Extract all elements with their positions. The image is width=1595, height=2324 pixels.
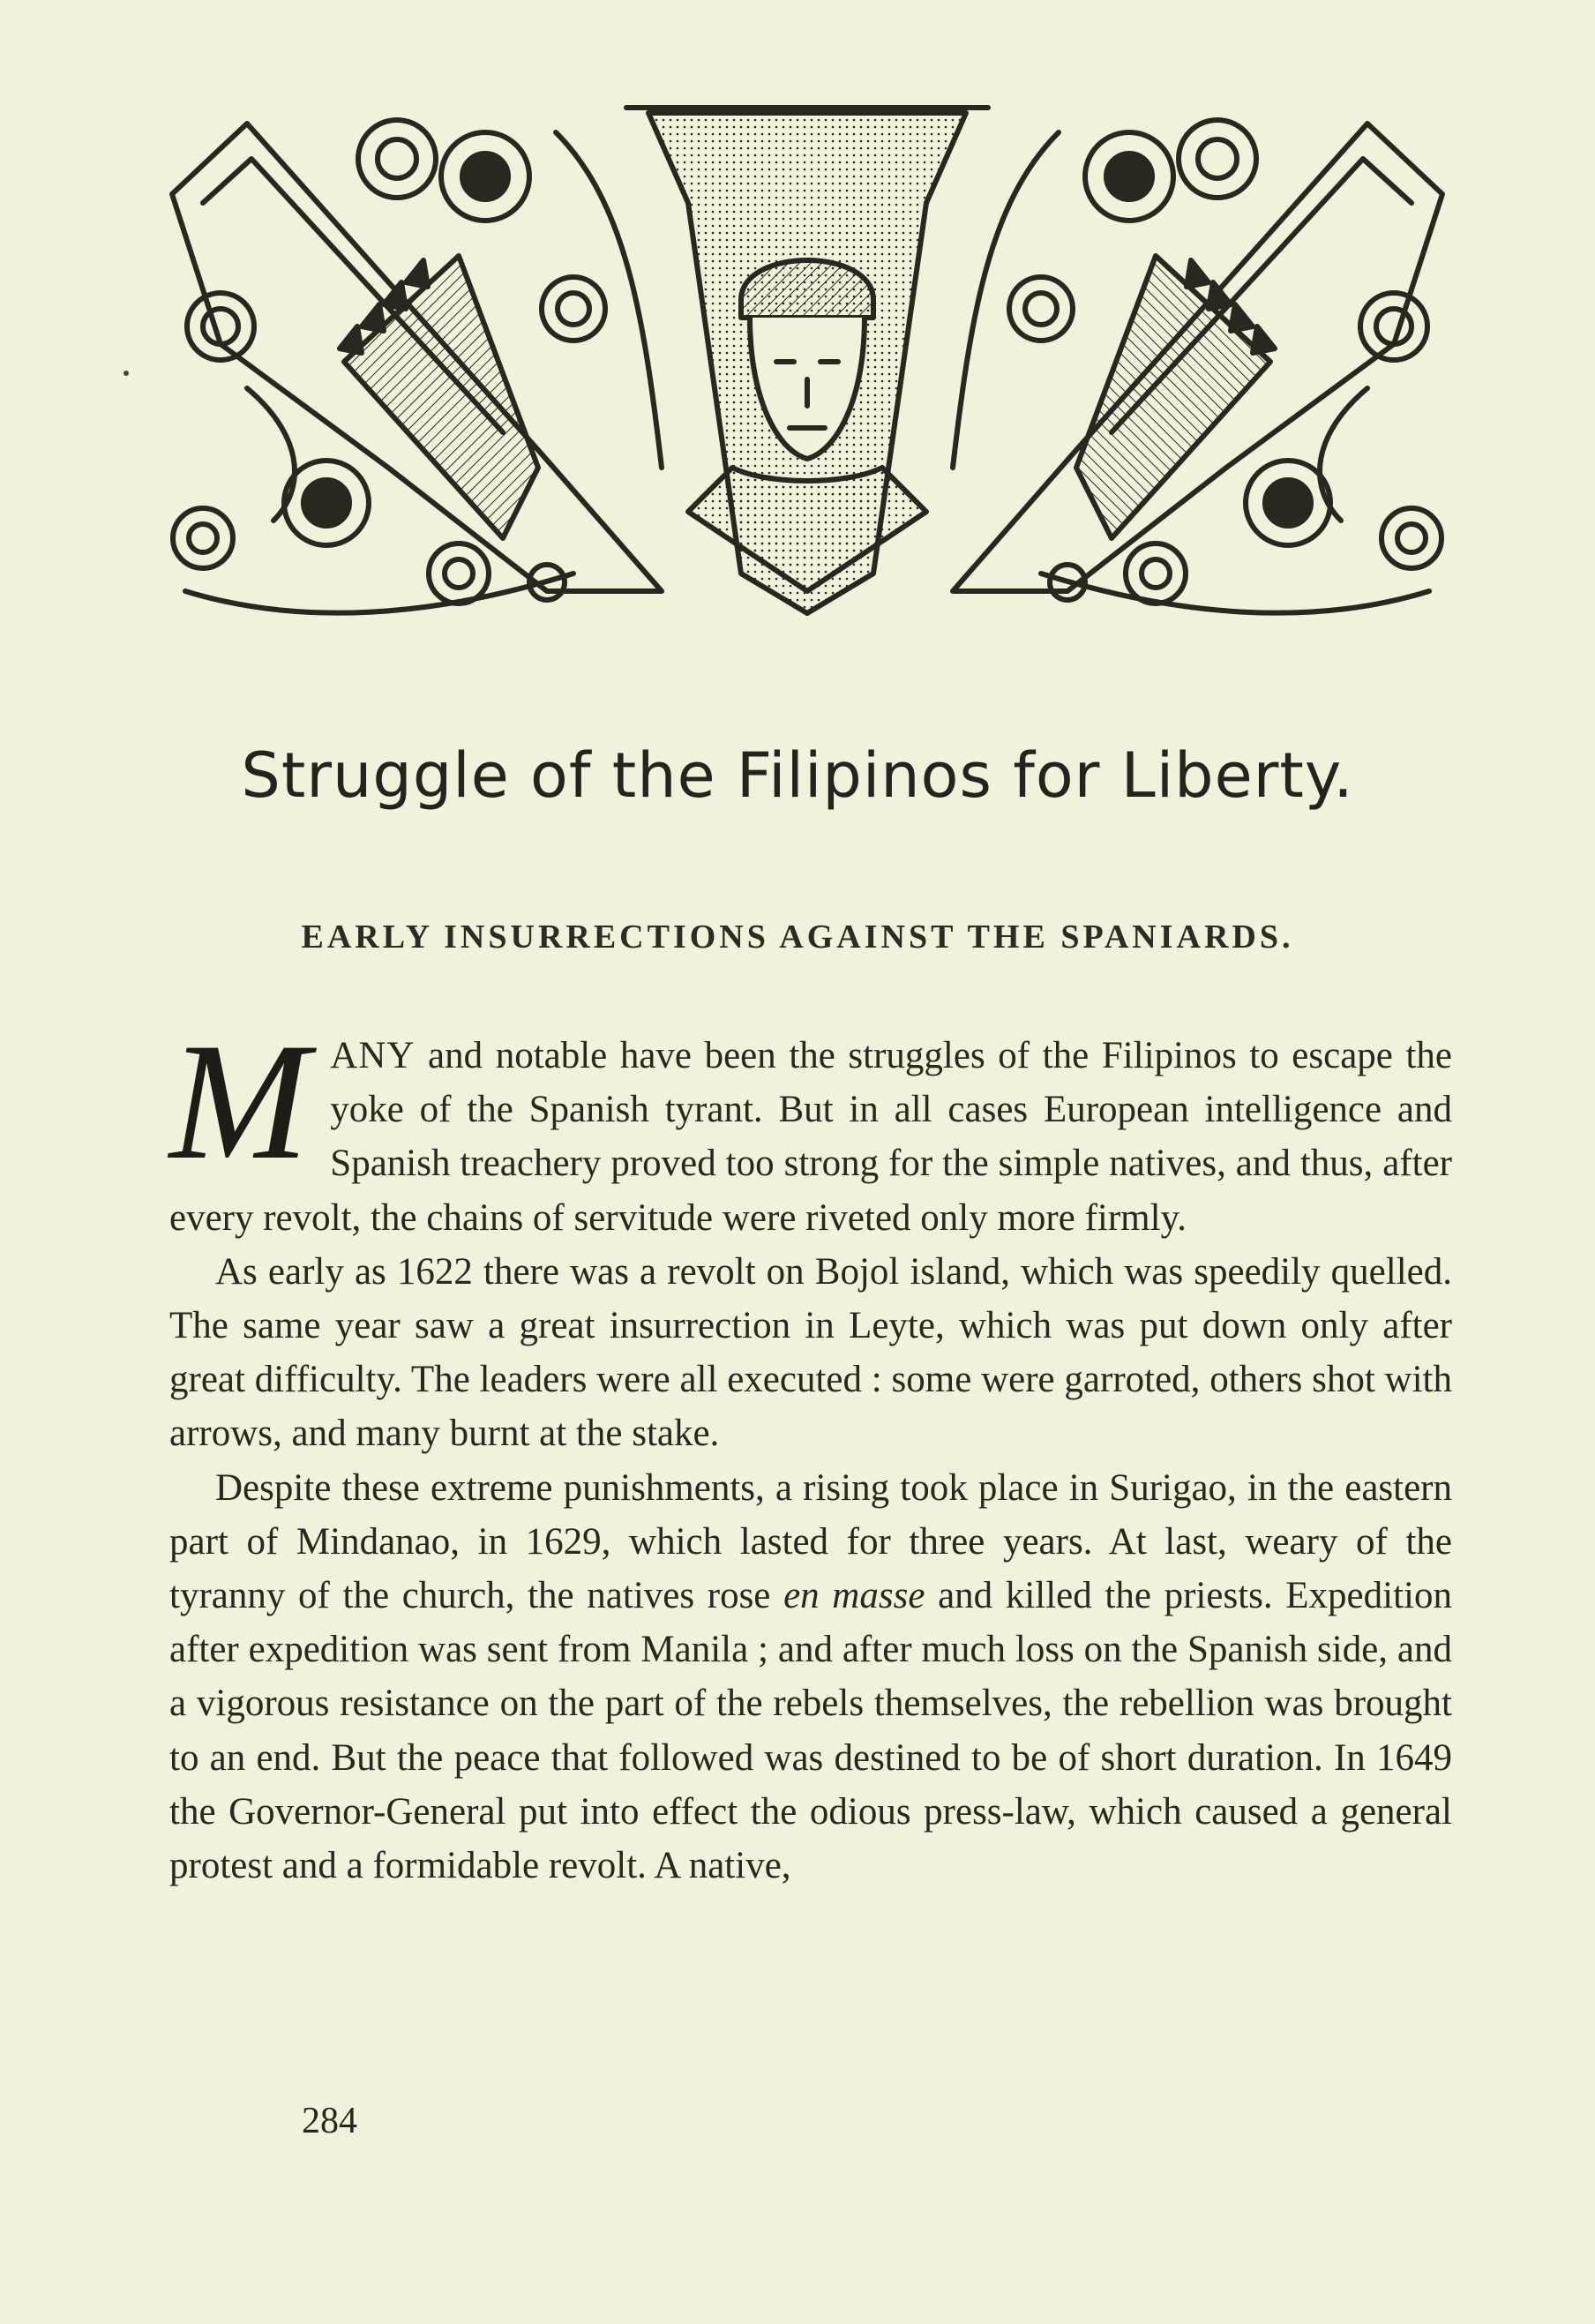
- paragraph-1-text: and notable have been the struggles of the Filipinos to escape the yoke of the Spanish tyrant. But in all cases European intelligence and Spanish treachery proved too strong for the simple natives, and thus, after every revolt, the chains of servitude were riveted only more firmly.: [169, 1035, 1452, 1239]
- paragraph-1: [169, 1009, 1452, 1245]
- paragraph-1-lead: ANY: [330, 1035, 416, 1076]
- page-title: Struggle of the Filipinos for Liberty.: [241, 739, 1354, 812]
- body-text: [169, 1009, 1452, 1893]
- paragraph-3-text-a: Despite these extreme punishments, a rising took place in Surigao, in the eastern part of Mindanao, in 1629, which lasted for three years. At last, weary of the tyranny of the church, the natives rose: [169, 1466, 1452, 1617]
- paragraph-3: [169, 1461, 1452, 1893]
- paragraph-3-italic: en masse: [783, 1575, 925, 1617]
- paragraph-2: As early as 1622 there was a revolt on Bojol island, which was speedily quelled. The same year saw a great insurrection in Leyte, which was put down only after great difficulty. The leaders were all executed : some were garroted, others shot with arrows, and many burnt at the stake.: [169, 1250, 1452, 1455]
- drop-cap-letter: M: [169, 1009, 310, 1195]
- ornamental-headpiece-illustration: [168, 97, 1447, 626]
- paragraph-3-text-c: and killed the priests. Expedition after expedition was sent from Manila ; and after much loss on the Spanish side, and a vigorous resistance on the part of the rebels themselves, the rebellion was brought to an end. But the peace that followed was destined to be of short duration. In 1649 the Governor-General put into effect the odious press-law, which caused a general protest and a formidable revolt. A native,: [169, 1575, 1452, 1887]
- section-subtitle: EARLY INSURRECTIONS AGAINST THE SPANIARDS.: [301, 918, 1294, 956]
- paper-speck: [124, 371, 129, 376]
- page-number: 284: [302, 2101, 357, 2141]
